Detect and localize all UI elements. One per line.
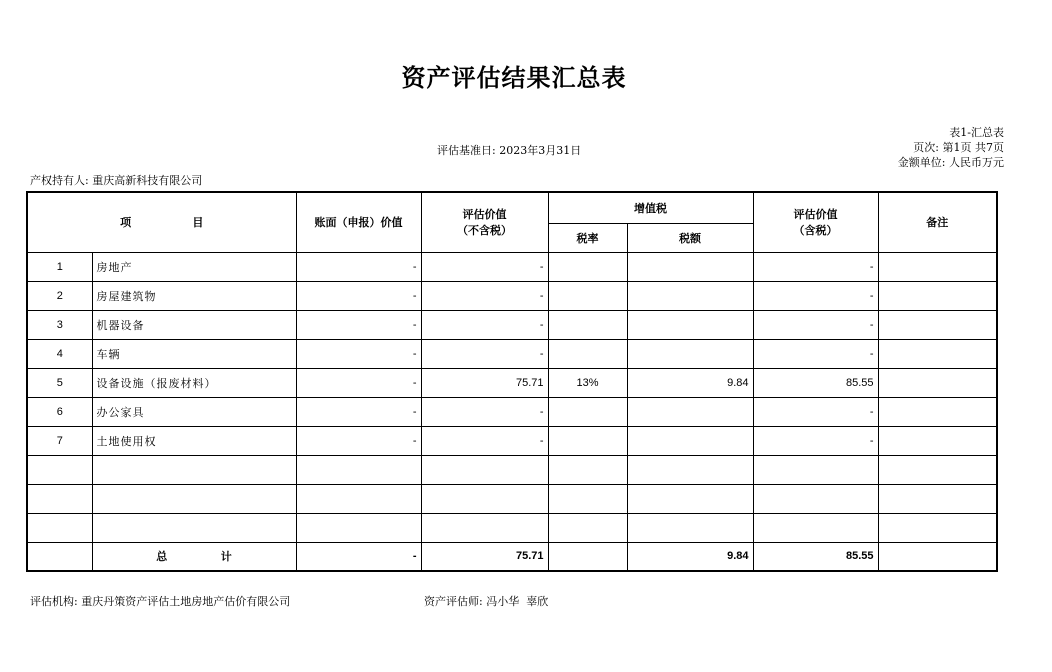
header-vat-rate: 税率 — [548, 223, 627, 252]
row-eval-incl: 85.55 — [753, 368, 878, 397]
table-row — [27, 339, 997, 368]
row-eval-excl: - — [421, 339, 548, 368]
table-row — [27, 426, 997, 455]
total-eval-incl: 85.55 — [753, 542, 878, 571]
row-number: 3 — [27, 310, 92, 339]
row-vat-amount — [627, 281, 753, 310]
row-eval-excl: 75.71 — [421, 368, 548, 397]
row-number: 2 — [27, 281, 92, 310]
row-vat-rate — [548, 339, 627, 368]
table-number: 表1-汇总表 — [949, 126, 1004, 139]
row-eval-excl: - — [421, 310, 548, 339]
row-eval-incl: - — [753, 397, 878, 426]
row-book-value: - — [296, 281, 421, 310]
row-remark — [878, 281, 997, 310]
base-date: 评估基准日: 2023年3月31日 — [437, 144, 582, 157]
row-eval-incl: - — [753, 281, 878, 310]
row-number: 6 — [27, 397, 92, 426]
row-eval-excl: - — [421, 397, 548, 426]
header-item: 项 目 — [27, 192, 296, 252]
row-book-value: - — [296, 426, 421, 455]
row-vat-rate — [548, 252, 627, 281]
row-number: 4 — [27, 339, 92, 368]
row-remark — [878, 310, 997, 339]
row-eval-incl: - — [753, 252, 878, 281]
row-remark — [878, 368, 997, 397]
row-vat-amount — [627, 339, 753, 368]
row-item: 机器设备 — [92, 310, 296, 339]
total-row — [27, 542, 997, 571]
row-vat-amount — [627, 397, 753, 426]
total-label: 总 计 — [92, 542, 296, 571]
table-body — [27, 252, 997, 571]
row-remark — [878, 252, 997, 281]
row-remark — [878, 397, 997, 426]
total-eval-excl: 75.71 — [421, 542, 548, 571]
total-remark — [878, 542, 997, 571]
row-book-value: - — [296, 397, 421, 426]
row-vat-amount — [627, 310, 753, 339]
row-vat-amount: 9.84 — [627, 368, 753, 397]
header-eval-excl — [421, 192, 548, 252]
appraisal-org: 评估机构: 重庆丹策资产评估土地房地产估价有限公司 — [30, 595, 291, 608]
header-book-value: 账面（申报）价值 — [296, 192, 421, 252]
header-eval-excl-line1: 评估价值 — [462, 208, 507, 222]
row-eval-excl: - — [421, 426, 548, 455]
table-row — [27, 368, 997, 397]
appraiser-names: 资产评估师: 冯小华 辜欣 — [424, 595, 549, 608]
row-vat-rate — [548, 310, 627, 339]
row-item: 房地产 — [92, 252, 296, 281]
header-vat: 增值税 — [548, 192, 753, 223]
row-vat-rate: 13% — [548, 368, 627, 397]
total-vat-amount: 9.84 — [627, 542, 753, 571]
row-vat-rate — [548, 397, 627, 426]
row-number: 7 — [27, 426, 92, 455]
header-eval-excl-line2: （不含税） — [457, 224, 512, 238]
empty-row — [27, 484, 997, 513]
row-item: 房屋建筑物 — [92, 281, 296, 310]
row-book-value: - — [296, 252, 421, 281]
table-row — [27, 397, 997, 426]
row-vat-rate — [548, 426, 627, 455]
row-item: 办公家具 — [92, 397, 296, 426]
row-eval-incl: - — [753, 339, 878, 368]
owner: 产权持有人: 重庆高新科技有限公司 — [30, 174, 203, 187]
amount-unit: 金额单位: 人民币万元 — [897, 156, 1004, 169]
total-vat-rate — [548, 542, 627, 571]
row-item: 车辆 — [92, 339, 296, 368]
header-remark: 备注 — [878, 192, 997, 252]
row-number: 1 — [27, 252, 92, 281]
header-eval-incl — [753, 192, 878, 252]
row-eval-excl: - — [421, 281, 548, 310]
total-book-value: - — [296, 542, 421, 571]
row-vat-amount — [627, 252, 753, 281]
page-title: 资产评估结果汇总表 — [401, 64, 627, 92]
row-item: 土地使用权 — [92, 426, 296, 455]
header-eval-incl-line2: （含税） — [793, 224, 838, 238]
row-eval-incl: - — [753, 310, 878, 339]
summary-table — [26, 191, 998, 572]
header-vat-amount: 税额 — [627, 223, 753, 252]
row-eval-excl: - — [421, 252, 548, 281]
table-row — [27, 252, 997, 281]
page-info: 页次: 第1页 共7页 — [913, 141, 1004, 154]
row-number: 5 — [27, 368, 92, 397]
row-vat-rate — [548, 281, 627, 310]
row-item: 设备设施（报废材料） — [92, 368, 296, 397]
table-row — [27, 310, 997, 339]
empty-row — [27, 513, 997, 542]
empty-row — [27, 455, 997, 484]
row-remark — [878, 339, 997, 368]
row-vat-amount — [627, 426, 753, 455]
row-book-value: - — [296, 339, 421, 368]
row-remark — [878, 426, 997, 455]
table-row — [27, 281, 997, 310]
row-book-value: - — [296, 310, 421, 339]
row-eval-incl: - — [753, 426, 878, 455]
row-book-value: - — [296, 368, 421, 397]
header-eval-incl-line1: 评估价值 — [793, 208, 838, 222]
